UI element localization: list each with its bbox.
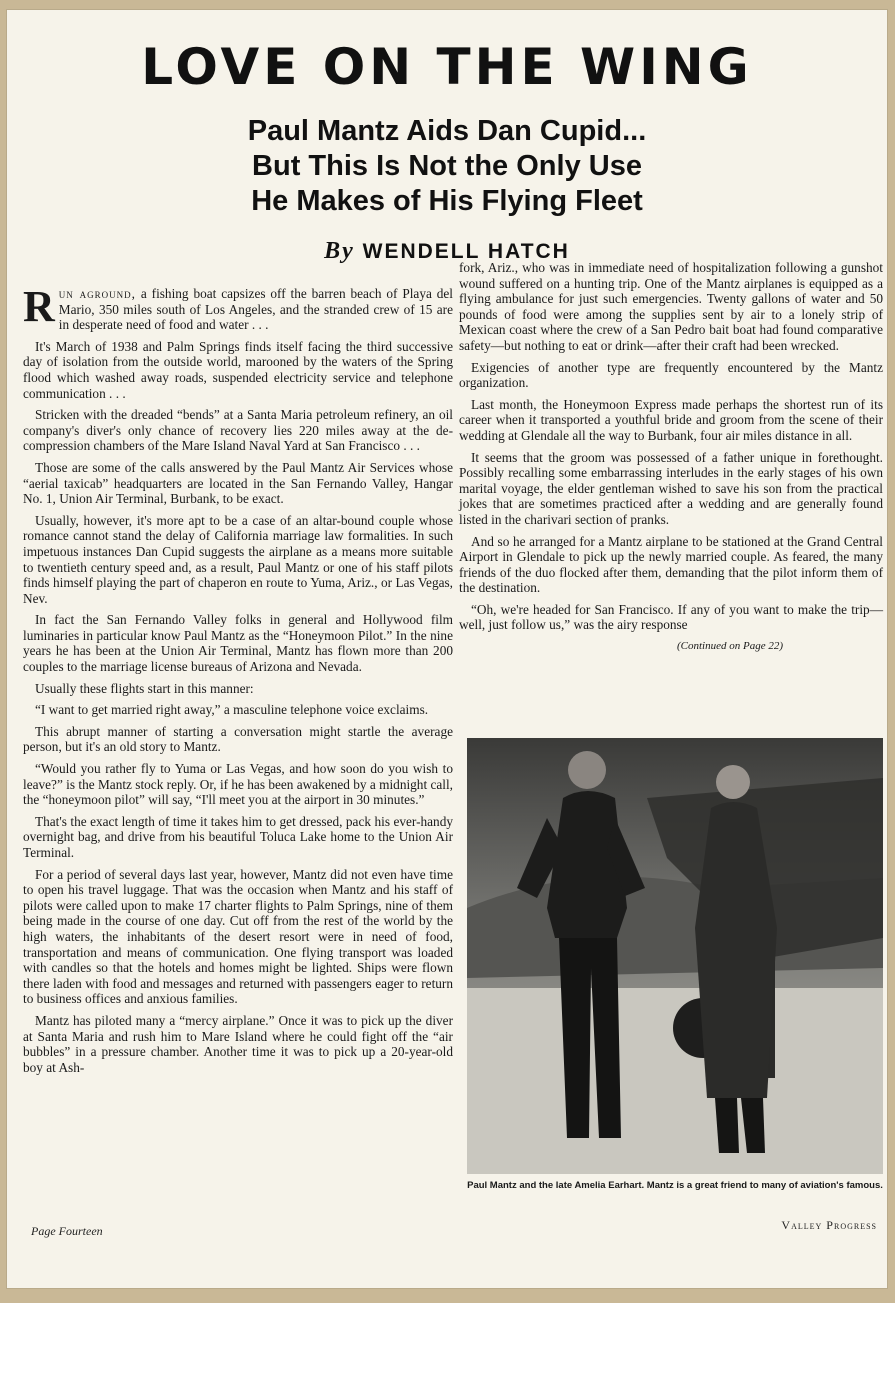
bottom-strip — [0, 1303, 895, 1390]
headline: LOVE ON THE WING — [141, 38, 753, 96]
byline-prefix: By — [324, 238, 355, 264]
article-column-right — [459, 260, 883, 661]
paragraph: That's the exact length of time it takes him to get dressed, pack his ever-handy overnight bag, and drive from his beautiful Toluca Lake home to the Union Air Terminal. — [23, 813, 453, 860]
article-column-left — [23, 282, 453, 1081]
paragraph: “Would you rather fly to Yuma or Las Vegas, and how soon do you wish to leave?” is the Mantz stock reply. Or, if he has been awakened by a midnight call, the “honeymoon pilot” will say, “I'll meet you at the airport in 30 minutes.” — [23, 761, 453, 808]
paragraph: fork, Ariz., who was in immediate need of hospitalization following a gunshot wound suffered on a hunting trip. One of the Mantz airplanes is equipped as a flying ambulance for just such emergencies. Twenty gallons of water and 50 pounds of food were among the supplies sent by air to a lonely strip of Mexican coast where the crew of a San Pedro bait boat had found comparative safety—but nothing to eat or drink—after their craft had been wrecked. — [459, 260, 883, 353]
deck-line: But This Is Not the Only Use — [252, 150, 642, 182]
paragraph: “I want to get married right away,” a masculine telephone voice exclaims. — [35, 702, 429, 718]
paragraph: It's March of 1938 and Palm Springs finds itself facing the third successive day of isolation from the outside world, marooned by the waters of the Spring flood which washed away roads, suspended electricity service and telephone communication . . . — [23, 338, 453, 401]
lead-smallcaps: un aground, — [58, 286, 136, 301]
paragraph: Usually these flights start in this manner: — [35, 680, 254, 696]
paragraph: “Oh, we're headed for San Francisco. If any of you want to make the trip—well, just follow us,” was the airy response — [459, 601, 883, 633]
byline-name: WENDELL HATCH — [362, 240, 570, 263]
paragraph: Those are some of the calls answered by the Paul Mantz Air Services whose “aerial taxicab” headquarters are located in the San Fernando Valley, Hangar No. 1, Union Air Terminal, Burbank, to be exact. — [23, 459, 453, 507]
continued-note: (Continued on Page 22) — [676, 640, 783, 653]
photo-illustration — [467, 738, 883, 1174]
lead-paragraph — [23, 282, 453, 333]
paragraph: This abrupt manner of starting a conversation might startle the average person, but it's an old story to Mantz. — [23, 723, 453, 755]
drop-cap: R — [23, 282, 55, 331]
deck-line: Paul Mantz Aids Dan Cupid... — [247, 115, 647, 147]
photo-mantz-earhart — [467, 738, 883, 1174]
paragraph: And so he arranged for a Mantz airplane to be stationed at the Grand Central Airport in Glendale to pick up the newly married couple. As feared, the many friends of the duo flocked after them, demanding that the pilot inform them of the destination. — [459, 533, 883, 596]
lead-text: a fishing boat capsizes off the barren beach of Playa del Mario, 350 miles south of Los Angeles, and the stranded crew of 15 are in desperate need of food and water . . . — [58, 286, 453, 333]
paragraph: Mantz has piloted many a “mercy airplane.” Once it was to pick up the diver at Santa Maria and rush him to Mare Island where he could fight off the “air bubbles” in a pressure chamber. Another time it was to pick up a 20-year-old boy at Ash- — [23, 1012, 453, 1075]
photo-caption: Paul Mantz and the late Amelia Earhart. Mantz is a great friend to many of aviation's famous. — [467, 1180, 883, 1191]
page-number: Page Fourteen — [31, 1224, 103, 1238]
paragraph: Exigencies of another type are frequently encountered by the Mantz organization. — [459, 359, 883, 391]
paragraph: In fact the San Fernando Valley folks in general and Hollywood film luminaries in particular know Paul Mantz as the “Honeymoon Pilot.” In the nine years he has been at the Union Air Terminal, Mantz has flown more than 200 couples to the marriage license bureaus of Arizona and Nevada. — [23, 612, 453, 675]
deck-line: He Makes of His Flying Fleet — [251, 185, 643, 217]
publication-name: Valley Progress — [781, 1218, 877, 1232]
paragraph: For a period of several days last year, however, Mantz did not even have time to open his travel luggage. That was the occasion when Mantz and his staff of pilots were called upon to make 17 charter flights to Palm Springs, nine of them being made in the course of one day. Cut off from the rest of the world by the high waters, the inhabitants of the desert resort were in need of food, transportation and means of communication. One flying transport was loaded with candles so that the hotels and homes might be lighted. Ships were flown there laden with food and messages and returned with passengers eager to return to business offices and anxious families. — [23, 866, 453, 1007]
paragraph: Usually, however, it's more apt to be a case of an altar-bound couple whose romance cannot stand the delay of California marriage law formalities. In such impetuous instances Dan Cupid suggests the airplane as a means more suitable to twentieth century speed and, as a result, Paul Mantz or one of his staff pilots finds himself playing the part of chaperon en route to Yuma, Ariz., or Las Vegas, Nev. — [23, 512, 453, 606]
paragraph: Last month, the Honeymoon Express made perhaps the shortest run of its career when it transported a youthful bride and groom from the scene of their wedding at Glendale all the way to Burbank, four air miles distance in all. — [459, 396, 883, 443]
deck — [7, 114, 887, 219]
paragraph: Stricken with the dreaded “bends” at a Santa Maria petroleum refinery, an oil company's diver's only chance of recovery lies 220 miles away at the de-compression chambers of the Mare Island Naval Yard at San Francisco . . . — [23, 407, 453, 454]
magazine-page — [7, 10, 887, 1288]
paragraph: It seems that the groom was possessed of a father unique in forethought. Possibly recalling some embarrassing interludes in the early stages of his own marital voyage, the elder gentleman wished to save his son from the practical jokes that are sometimes practiced after a wedding and are generally found listed in the charivari section of pranks. — [459, 449, 883, 527]
